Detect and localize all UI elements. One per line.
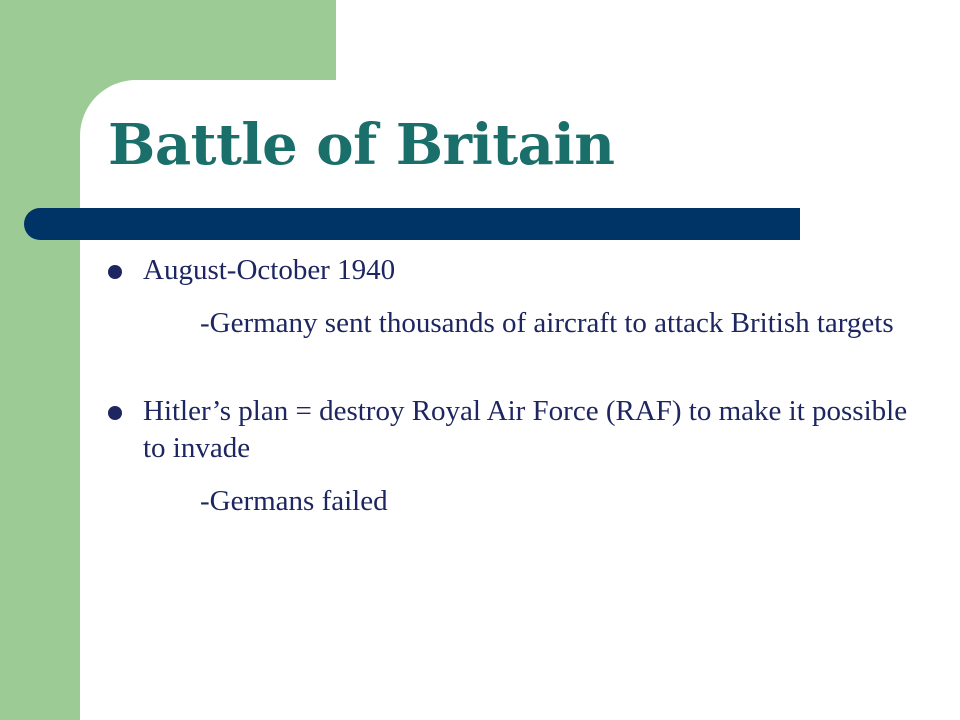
- bullet-text: August-October 1940: [143, 254, 396, 286]
- bullet-item: [108, 393, 908, 467]
- sub-point: -Germany sent thousands of aircraft to attack British targets: [200, 307, 894, 339]
- bullet-dot-icon: [108, 265, 122, 279]
- sub-point: -Germans failed: [200, 485, 388, 517]
- bullet-dot-icon: [108, 406, 122, 420]
- bullet-text: Hitler’s plan = destroy Royal Air Force (RAF) to make it possible to invade: [143, 395, 908, 464]
- spacer: [108, 342, 908, 379]
- title-underline-bar: [24, 208, 800, 240]
- bullet-item: [108, 252, 908, 289]
- slide-body: [108, 252, 908, 520]
- slide-title: Battle of Britain: [108, 112, 615, 178]
